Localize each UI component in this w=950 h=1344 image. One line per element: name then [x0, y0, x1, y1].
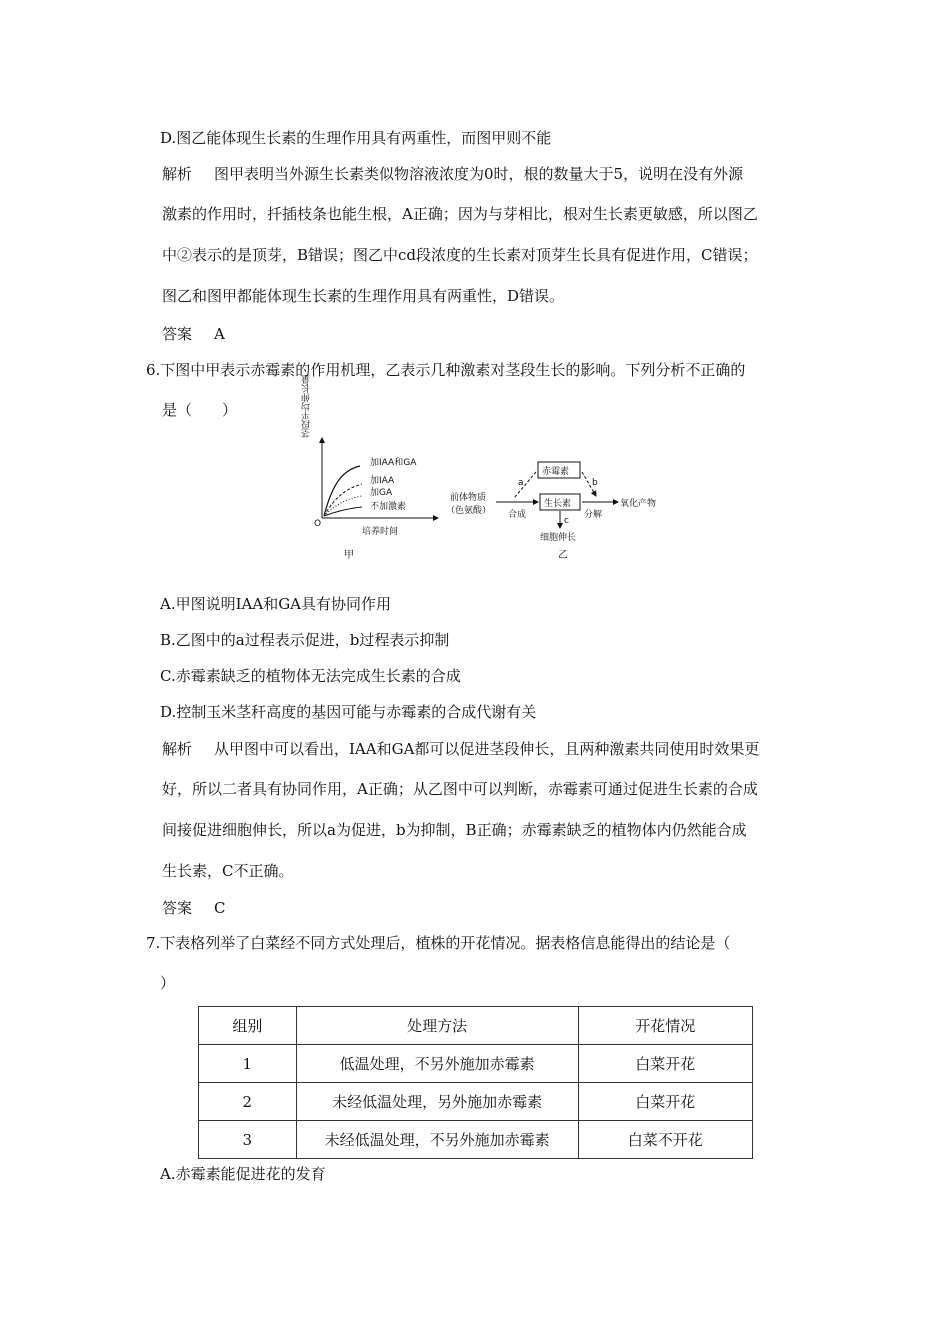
gibberellin-label: 赤霉素	[542, 467, 570, 477]
cell-label: 细胞伸长	[540, 533, 577, 543]
q6-figure-svg	[300, 375, 680, 570]
synthesis-label: 合成	[508, 510, 527, 520]
table-row	[199, 1083, 753, 1121]
curve-label-none: 不加激素	[370, 502, 407, 512]
q7-stem-line-2: ）	[160, 974, 176, 992]
q5-analysis-line-2: 激素的作用时，扦插枝条也能生根，A正确；因为与芽相比，根对生长素更敏感，所以图乙	[162, 205, 758, 223]
q5-analysis-line-3: 中②表示的是顶芽，B错误；图乙中cd段浓度的生长素对顶芽生长具有促进作用，C错误；	[162, 246, 758, 264]
oxidation-label: 氧化产物	[620, 499, 657, 509]
cell-group: 2	[199, 1083, 297, 1121]
label-c: c	[564, 516, 569, 526]
cell-method: 低温处理，不另外施加赤霉素	[296, 1045, 578, 1083]
table-header-row	[199, 1007, 753, 1045]
q5-option-d: D.图乙能体现生长素的生理作用具有两重性，而图甲则不能	[160, 129, 552, 147]
analysis-label: 解析	[162, 740, 193, 758]
x-axis-label: 培养时间	[362, 527, 399, 537]
q6-analysis-line-2: 好，所以二者具有协同作用，A正确；从乙图中可以判断，赤霉素可通过促进生长素的合成	[162, 780, 758, 798]
q6-figure	[300, 375, 680, 570]
header-method: 处理方法	[296, 1007, 578, 1045]
diagram-yi	[446, 462, 656, 561]
cell-method: 未经低温处理，另外施加赤霉素	[296, 1083, 578, 1121]
curve-iaa	[324, 484, 362, 516]
decompose-label: 分解	[584, 510, 603, 520]
label-b: b	[592, 478, 598, 488]
cell-group: 1	[199, 1045, 297, 1083]
q5-analysis-line-4: 图乙和图甲都能体现生长素的生理作用具有两重性，D错误。	[162, 287, 565, 305]
label-a: a	[518, 478, 524, 488]
cell-flowering: 白菜开花	[578, 1045, 752, 1083]
q5-analysis-line-1	[162, 164, 743, 184]
q6-option-c: C.赤霉素缺乏的植物体无法完成生长素的合成	[160, 667, 461, 685]
curve-no-hormone	[324, 507, 362, 516]
answer-value: C	[214, 899, 226, 917]
q7-table	[198, 1006, 753, 1159]
q6-answer	[162, 898, 225, 918]
origin-label: O	[314, 519, 322, 529]
header-flowering: 开花情况	[578, 1007, 752, 1045]
header-group: 组别	[199, 1007, 297, 1045]
q6-option-b: B.乙图中的a过程表示促进，b过程表示抑制	[160, 631, 450, 649]
precursor-sub-label: （色氨酸）	[446, 506, 492, 516]
answer-label: 答案	[162, 325, 193, 343]
analysis-text: 图甲表明当外源生长素类似物溶液浓度为0时，根的数量大于5，说明在没有外源	[214, 165, 744, 183]
curve-label-iaa-ga: 加IAA和GA	[370, 458, 417, 468]
table-row	[199, 1121, 753, 1159]
cell-group: 3	[199, 1121, 297, 1159]
table-row	[199, 1045, 753, 1083]
q6-option-d: D.控制玉米茎秆高度的基因可能与赤霉素的合成代谢有关	[160, 703, 537, 721]
curve-iaa-ga	[324, 466, 360, 516]
caption-yi: 乙	[558, 550, 568, 561]
q6-stem-line-2: 是（ ）	[162, 401, 238, 419]
cell-flowering: 白菜不开花	[578, 1121, 752, 1159]
precursor-label: 前体物质	[450, 493, 487, 503]
q6-analysis-line-1	[162, 739, 759, 759]
analysis-text: 从甲图中可以看出，IAA和GA都可以促进茎段伸长，且两种激素共同使用时效果更	[214, 740, 760, 758]
answer-value: A	[214, 325, 225, 343]
q7-option-a: A.赤霉素能促进花的发育	[160, 1165, 326, 1183]
q6-analysis-line-4: 生长素，C不正确。	[162, 862, 294, 880]
q6-analysis-line-3: 间接促进细胞伸长，所以a为促进，b为抑制，B正确；赤霉素缺乏的植物体内仍然能合成	[162, 821, 747, 839]
cell-method: 未经低温处理，不另外施加赤霉素	[296, 1121, 578, 1159]
auxin-label: 生长素	[544, 499, 572, 509]
q6-option-a: A.甲图说明IAA和GA具有协同作用	[160, 595, 392, 613]
y-axis-label: 茎段平均伸长量	[302, 375, 312, 438]
cell-flowering: 白菜开花	[578, 1083, 752, 1121]
q6-stem-line-1: 6.下图中甲表示赤霉素的作用机理，乙表示几种激素对茎段生长的影响。下列分析不正确的	[146, 361, 746, 379]
curve-label-ga: 加GA	[370, 488, 393, 498]
q7-stem-line-1: 7.下表格列举了白菜经不同方式处理后，植株的开花情况。据表格信息能得出的结论是（	[146, 934, 731, 952]
answer-label: 答案	[162, 899, 193, 917]
curve-label-iaa: 加IAA	[370, 476, 395, 486]
graph-jia	[302, 375, 439, 561]
analysis-label: 解析	[162, 165, 193, 183]
caption-jia: 甲	[344, 550, 354, 561]
q5-answer	[162, 324, 225, 344]
